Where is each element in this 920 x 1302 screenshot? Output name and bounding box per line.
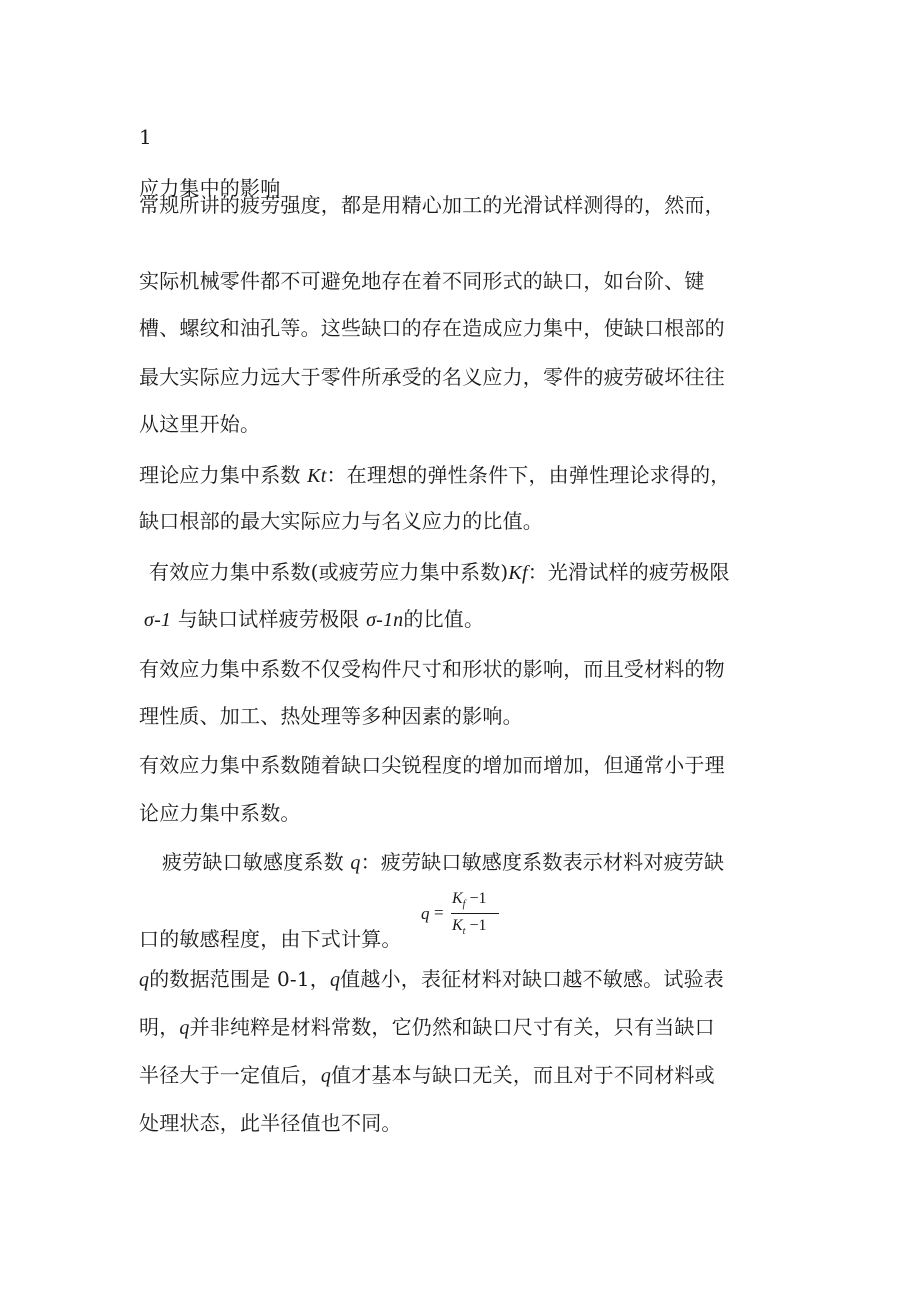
kf-trend-line-2: 论应力集中系数。 [139, 801, 301, 825]
intro-line-5: 从这里开始。 [139, 412, 261, 436]
kt-label: 理论应力集中系数 [139, 463, 301, 487]
numerator-var: K [452, 890, 463, 907]
sigma-minus-1n: σ-1n [366, 609, 404, 631]
q-range-text: 的数据范围是 0-1， [149, 967, 330, 991]
q-range-text: 半径大于一定值后， [139, 1063, 321, 1087]
formula-lhs: q [421, 904, 430, 923]
q-label: 疲劳缺口敏感度系数 [162, 850, 344, 874]
q-symbol-inline: q [320, 1065, 332, 1087]
kt-definition-line-1 [139, 462, 730, 489]
q-formula [421, 890, 501, 942]
q-definition-line-2: 口的敏感程度，由下式计算。 [139, 927, 402, 951]
q-range-line-2 [139, 1014, 715, 1041]
numerator-subscript: f [462, 899, 466, 911]
kt-text: ：在理想的弹性条件下，由弹性理论求得的， [326, 463, 731, 487]
q-symbol-inline: q [179, 1017, 190, 1039]
kf-trend-line-1: 有效应力集中系数随着缺口尖锐程度的增加而增加，但通常小于理 [139, 753, 725, 777]
q-range-line-4: 处理状态，此半径值也不同。 [139, 1111, 402, 1135]
intro-line-4: 最大实际应力远大于零件所承受的名义应力，零件的疲劳破坏往往 [139, 365, 725, 389]
kf-factors-line-1: 有效应力集中系数不仅受构件尺寸和形状的影响，而且受材料的物 [139, 657, 725, 681]
denominator-var: K [452, 917, 463, 934]
kf-definition-line-1 [149, 559, 730, 586]
kf-mid-text: 与缺口试样疲劳极限 [177, 607, 360, 631]
q-range-text: 明， [139, 1015, 180, 1039]
kf-text: ：光滑试样的疲劳极限 [527, 560, 730, 584]
formula-equals: = [434, 903, 444, 922]
kf-definition-line-2 [144, 606, 484, 633]
formula-denominator [452, 917, 486, 937]
kt-symbol: Kt [307, 465, 327, 487]
q-range-line-1 [139, 966, 724, 993]
kf-tail-text: 的比值。 [403, 607, 485, 631]
kt-definition-line-2: 缺口根部的最大实际应力与名义应力的比值。 [139, 509, 543, 533]
sigma-minus-1: σ-1 [144, 609, 172, 631]
section-heading: 应力集中的影响 [139, 176, 281, 200]
q-symbol-inline: q [329, 969, 341, 991]
q-range-line-3 [139, 1062, 715, 1089]
formula-numerator [452, 890, 486, 910]
fraction-bar [451, 913, 499, 914]
q-symbol-inline: q [139, 969, 150, 991]
denominator-rest: −1 [465, 917, 487, 934]
q-symbol: q [350, 852, 361, 874]
q-text: ：疲劳缺口敏感度系数表示材料对疲劳缺 [360, 850, 725, 874]
q-range-text: 值才基本与缺口无关，而且对于不同材料或 [331, 1063, 715, 1087]
q-range-text: 值越小，表征材料对缺口越不敏感。试验表 [340, 967, 724, 991]
kf-symbol: Kf [508, 562, 528, 584]
kf-factors-line-2: 理性质、加工、热处理等多种因素的影响。 [139, 704, 523, 728]
numerator-rest: −1 [465, 890, 487, 907]
intro-line-2: 实际机械零件都不可避免地存在着不同形式的缺口，如台阶、键 [139, 269, 705, 293]
intro-line-3: 槽、螺纹和油孔等。这些缺口的存在造成应力集中，使缺口根部的 [139, 316, 725, 340]
denominator-subscript: t [462, 926, 466, 938]
q-definition-line-1 [162, 849, 724, 876]
page-number: 1 [139, 125, 152, 149]
kf-label: 有效应力集中系数(或疲劳应力集中系数) [149, 560, 509, 584]
intro-line-1: 常规所讲的疲劳强度，都是用精心加工的光滑试样测得的，然而， [139, 193, 725, 217]
q-range-text: 并非纯粹是材料常数，它仍然和缺口尺寸有关，只有当缺口 [189, 1015, 715, 1039]
